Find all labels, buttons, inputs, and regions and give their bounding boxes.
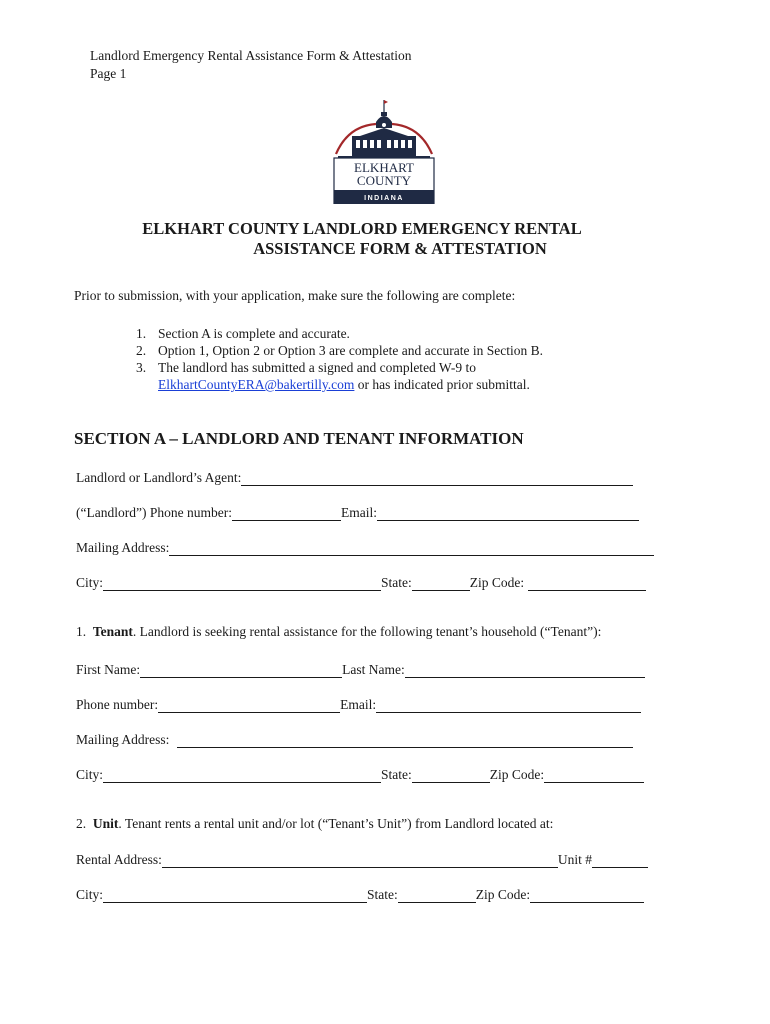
tenant-description: . Landlord is seeking rental assistance for the following tenant’s household (“Tenant”):	[132, 624, 602, 639]
list-number: 3.	[136, 360, 147, 375]
tenant-paragraph	[76, 624, 601, 640]
tenant-zip-label: Zip Code:	[489, 767, 545, 782]
section-a-heading: SECTION A – LANDLORD AND TENANT INFORMATION	[74, 429, 524, 448]
logo-text-elkhart: ELKHART	[354, 160, 414, 175]
unit-number-label: Unit #	[557, 852, 593, 867]
tenant-name-row	[76, 658, 645, 678]
intro-text: Prior to submission, with your application, make sure the following are complete:	[74, 288, 516, 303]
tenant-state-label: State:	[381, 767, 412, 782]
landlord-agent-label: Landlord or Landlord’s Agent:	[76, 470, 242, 485]
unit-city-field[interactable]	[103, 888, 367, 903]
list-item-text-part: The landlord has submitted a signed and completed W-9 to	[158, 360, 477, 375]
unit-city-row	[76, 883, 644, 903]
landlord-city-field[interactable]	[103, 576, 381, 591]
unit-state-field[interactable]	[398, 888, 476, 903]
tenant-mailing-field[interactable]	[177, 733, 633, 748]
form-title-line2: ASSISTANCE FORM & ATTESTATION	[253, 239, 547, 258]
list-number: 2.	[136, 343, 147, 358]
landlord-email-field[interactable]	[377, 506, 639, 521]
tenant-city-field[interactable]	[103, 768, 381, 783]
list-item-text: Option 1, Option 2 or Option 3 are complete and accurate in Section B.	[158, 343, 544, 358]
tenant-city-row	[76, 763, 644, 783]
unit-zip-field[interactable]	[530, 888, 644, 903]
list-item	[136, 342, 570, 359]
tenant-contact-row	[76, 693, 641, 713]
tenant-heading: Tenant	[92, 624, 133, 639]
landlord-agent-row	[76, 466, 633, 486]
elkhart-county-logo	[330, 96, 438, 204]
tenant-first-name-label: First Name:	[76, 662, 141, 677]
list-item-text-part: or has indicated prior submittal.	[354, 377, 530, 392]
landlord-mailing-row	[76, 536, 654, 556]
tenant-number: 1.	[76, 624, 87, 639]
landlord-zip-label: Zip Code:	[469, 575, 525, 590]
landlord-email-label: Email:	[340, 505, 377, 520]
list-item	[136, 359, 570, 393]
landlord-mailing-label: Mailing Address:	[76, 540, 170, 555]
tenant-zip-field[interactable]	[544, 768, 644, 783]
rental-address-field[interactable]	[162, 853, 558, 868]
landlord-city-row	[76, 571, 646, 591]
landlord-phone-label: (“Landlord”) Phone number:	[76, 505, 232, 520]
landlord-mailing-field[interactable]	[169, 541, 654, 556]
form-title-line1: ELKHART COUNTY LANDLORD EMERGENCY RENTAL	[142, 219, 582, 238]
landlord-state-field[interactable]	[412, 576, 470, 591]
tenant-city-label: City:	[76, 767, 104, 782]
landlord-phone-field[interactable]	[232, 506, 341, 521]
tenant-email-field[interactable]	[376, 698, 641, 713]
unit-heading: Unit	[92, 816, 119, 831]
unit-paragraph	[76, 816, 553, 832]
w9-email-link[interactable]: ElkhartCountyERA@bakertilly.com	[158, 377, 355, 392]
unit-zip-label: Zip Code:	[475, 887, 531, 902]
logo-text-indiana: INDIANA	[364, 195, 404, 202]
document-header-title: Landlord Emergency Rental Assistance Form & Attestation	[90, 48, 412, 63]
landlord-state-label: State:	[381, 575, 412, 590]
unit-number-field[interactable]	[592, 853, 648, 868]
landlord-city-label: City:	[76, 575, 104, 590]
logo-text-county: COUNTY	[356, 173, 412, 188]
list-item	[136, 325, 570, 342]
landlord-agent-field[interactable]	[241, 471, 633, 486]
list-item-text: Section A is complete and accurate.	[158, 326, 350, 341]
landlord-contact-row	[76, 501, 639, 521]
tenant-state-field[interactable]	[412, 768, 490, 783]
landlord-zip-field[interactable]	[528, 576, 646, 591]
list-number: 1.	[136, 326, 147, 341]
unit-number: 2.	[76, 816, 87, 831]
rental-address-row	[76, 848, 648, 868]
tenant-mailing-label: Mailing Address:	[76, 732, 170, 747]
unit-city-label: City:	[76, 887, 104, 902]
tenant-mailing-row	[76, 728, 633, 748]
tenant-email-label: Email:	[340, 697, 377, 712]
tenant-phone-label: Phone number:	[76, 697, 159, 712]
tenant-phone-field[interactable]	[158, 698, 340, 713]
rental-address-label: Rental Address:	[76, 852, 162, 867]
list-item-text	[158, 359, 570, 393]
unit-state-label: State:	[367, 887, 398, 902]
tenant-first-name-field[interactable]	[140, 663, 342, 678]
submission-checklist	[136, 325, 570, 393]
page-number: Page 1	[90, 66, 127, 81]
tenant-last-name-field[interactable]	[405, 663, 645, 678]
tenant-last-name-label: Last Name:	[342, 662, 405, 677]
unit-description: . Tenant rents a rental unit and/or lot (“Tenant’s Unit”) from Landlord located at:	[118, 816, 554, 831]
